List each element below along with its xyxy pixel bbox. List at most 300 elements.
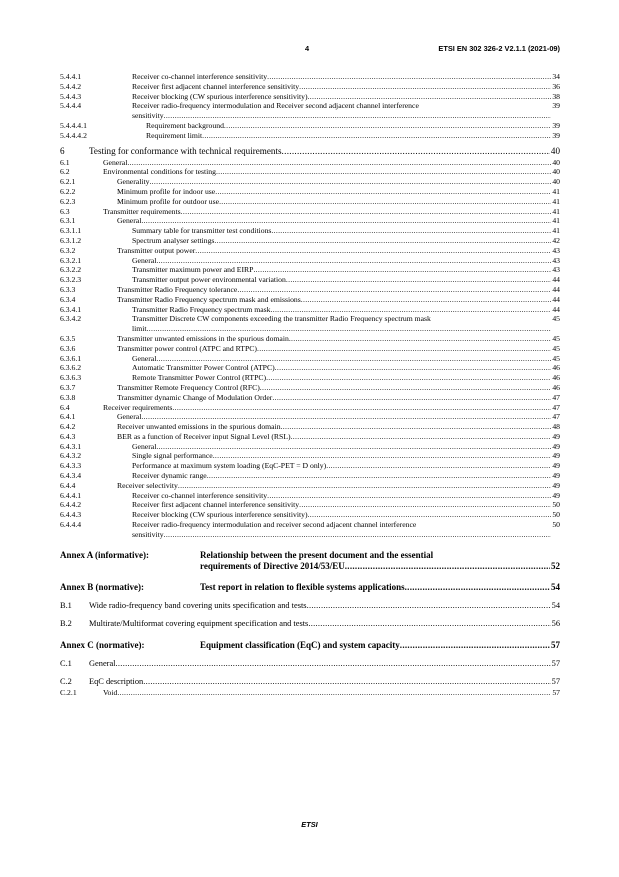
toc-entry-title-line: General (132, 255, 157, 265)
dot-leader (202, 131, 551, 141)
toc-entry-title-line: Transmitter Radio Frequency spectrum mask and emissions (117, 294, 301, 304)
toc-entry-title (132, 236, 551, 246)
toc-entry-title-line: EqC description (89, 677, 144, 687)
toc-entry-title (132, 354, 551, 364)
toc-entry[interactable] (60, 216, 560, 226)
dot-leader (267, 72, 551, 82)
toc-entry-page: 40 (552, 167, 560, 177)
toc-entry[interactable] (60, 285, 560, 295)
toc-entry[interactable] (60, 500, 560, 510)
dot-leader (141, 216, 551, 226)
toc-entry-page: 43 (552, 255, 560, 265)
toc-entry[interactable] (60, 461, 560, 471)
toc-entry-number: 6.3.2.3 (60, 275, 82, 285)
toc-entry-title (200, 640, 550, 651)
toc-entry-title-line: General (132, 353, 157, 363)
toc-entry-title (132, 451, 551, 461)
dot-leader (117, 688, 551, 698)
toc-entry-page: 40 (550, 145, 560, 156)
toc-entry-page: 47 (552, 392, 560, 402)
toc-entry-number: 6.3.2.2 (60, 265, 82, 275)
toc-entry-page: 50 (552, 520, 560, 530)
toc-entry-number: Annex A (informative): (60, 549, 149, 560)
toc-entry[interactable] (60, 187, 560, 197)
toc-entry-title-line: Single signal performance (132, 451, 213, 461)
toc-entry-title-line: Transmitter output power environmental variation (132, 275, 286, 285)
dot-leader (281, 422, 552, 432)
toc-entry-title (103, 403, 551, 413)
toc-entry-number: 5.4.4.4.1 (60, 120, 87, 130)
toc-entry-page: 49 (552, 431, 560, 441)
toc-entry-title (117, 295, 551, 305)
toc-entry-title (200, 550, 550, 572)
dot-leader (282, 146, 550, 157)
toc-entry-number: 6.3.5 (60, 333, 76, 343)
toc-entry-title (132, 461, 551, 471)
toc-entry-number: 6.4.2 (60, 422, 76, 432)
toc-entry-title-line: Generality (117, 177, 150, 187)
toc-entry-page: 43 (552, 245, 560, 255)
toc-entry[interactable] (60, 677, 560, 688)
toc-entry[interactable] (60, 158, 560, 168)
dot-leader (257, 344, 551, 354)
toc-entry[interactable] (60, 146, 560, 157)
toc-entry-title-line: Automatic Transmitter Power Control (ATPC) (132, 363, 275, 373)
toc-entry-title-line: Transmitter maximum power and EIRP (132, 265, 254, 275)
toc-entry[interactable] (60, 131, 560, 141)
toc-entry-title (132, 72, 551, 82)
toc-entry-title-line: Requirement limit (146, 130, 203, 140)
toc-entry-title (132, 101, 551, 121)
toc-entry-page: 46 (552, 373, 560, 383)
toc-entry-number: 6.3.6 (60, 343, 76, 353)
toc-entry-page: 44 (552, 304, 560, 314)
toc-entry-page: 41 (552, 206, 560, 216)
toc-entry-page: 42 (552, 235, 560, 245)
dot-leader (260, 383, 552, 393)
toc-entry-page: 40 (552, 157, 560, 167)
dot-leader (291, 432, 552, 442)
dot-leader (178, 481, 551, 491)
toc-entry-title (117, 285, 551, 295)
dot-leader (272, 393, 551, 403)
toc-entry[interactable] (60, 354, 560, 364)
dot-leader (271, 226, 551, 236)
dot-leader (219, 197, 551, 207)
toc-entry-title-line: Transmitter requirements (103, 206, 181, 216)
toc-entry-title (117, 481, 551, 491)
toc-entry[interactable] (60, 305, 560, 315)
toc-entry-title (117, 422, 551, 432)
toc-entry-page: 56 (551, 619, 560, 629)
toc-entry[interactable] (60, 226, 560, 236)
toc-entry-title (117, 177, 551, 187)
toc-entry[interactable] (60, 82, 560, 92)
toc-entry[interactable] (60, 451, 560, 461)
dot-leader (215, 187, 551, 197)
dot-leader (214, 236, 551, 246)
toc-entry-number: 6.4.3.1 (60, 441, 82, 451)
toc-entry-page: 36 (552, 81, 560, 91)
toc-entry-page: 39 (552, 120, 560, 130)
toc-entry-title-line: Transmitter dynamic Change of Modulation Order (117, 392, 273, 402)
dot-leader (181, 207, 552, 217)
document-reference: ETSI EN 302 326-2 V2.1.1 (2021-09) (438, 44, 560, 53)
dot-leader (275, 363, 552, 373)
toc-entry-number: 6.4.3.4 (60, 471, 82, 481)
toc-entry-title-line: Receiver requirements (103, 402, 173, 412)
toc-entry-page: 47 (552, 412, 560, 422)
toc-entry-page: 40 (552, 177, 560, 187)
toc-entry-number: 6.4.3.3 (60, 461, 82, 471)
toc-entry[interactable] (60, 619, 560, 630)
toc-entry-page: 44 (552, 284, 560, 294)
dot-leader (156, 256, 551, 266)
toc-entry-number: B.2 (60, 619, 72, 629)
toc-entry-title (89, 677, 551, 688)
toc-entry-number: 6.3.6.3 (60, 373, 82, 383)
dot-leader (286, 275, 551, 285)
dot-leader (164, 111, 552, 121)
toc-entry-title-line: Performance at maximum system loading (EqC-PET = D only) (132, 461, 327, 471)
toc-entry-title (132, 373, 551, 383)
toc-entry-number: C.2 (60, 677, 72, 687)
toc-entry-number: 6.3.4.2 (60, 314, 82, 324)
toc-entry-number: 6.3.6.1 (60, 353, 82, 363)
toc-entry-number: C.2.1 (60, 687, 77, 697)
toc-entry[interactable] (60, 640, 560, 651)
toc-entry-title-line: Minimum profile for indoor use (117, 186, 216, 196)
dot-leader (405, 582, 550, 593)
toc-entry-title (103, 158, 551, 168)
toc-entry-page: 49 (552, 471, 560, 481)
toc-entry[interactable] (60, 481, 560, 491)
toc-entry[interactable] (60, 92, 560, 102)
toc-entry-page: 49 (552, 451, 560, 461)
dot-leader (266, 373, 551, 383)
page-footer: ETSI (301, 820, 318, 829)
toc-entry[interactable] (60, 442, 560, 452)
toc-entry-page: 50 (552, 500, 560, 510)
dot-leader (156, 354, 551, 364)
toc-entry[interactable] (60, 207, 560, 217)
toc-entry-title (132, 363, 551, 373)
toc-entry-number: 5.4.4.2 (60, 81, 82, 91)
toc-entry-title (117, 432, 551, 442)
toc-entry-title (103, 207, 551, 217)
toc-entry[interactable] (60, 471, 560, 481)
toc-entry[interactable] (60, 383, 560, 393)
toc-entry-title-line: Summary table for transmitter test conditions (132, 226, 272, 236)
toc-entry-title (132, 500, 551, 510)
toc-entry-title (146, 131, 551, 141)
toc-entry-number: 5.4.4.1 (60, 72, 82, 81)
toc-entry-number: 6.3.2 (60, 245, 76, 255)
toc-entry-title-line: Transmitter unwanted emissions in the spurious domain (117, 333, 289, 343)
toc-entry-page: 57 (551, 639, 560, 650)
toc-entry-number: 6.2.2 (60, 186, 76, 196)
toc-entry-title (117, 197, 551, 207)
toc-entry[interactable] (60, 101, 560, 121)
toc-entry-title (132, 510, 551, 520)
toc-entry-title-line: Minimum profile for outdoor use (117, 196, 220, 206)
toc-entry-page: 54 (551, 581, 560, 592)
toc-entry[interactable] (60, 373, 560, 383)
toc-entry[interactable] (60, 432, 560, 442)
toc-entry-page: 41 (552, 216, 560, 226)
dot-leader (164, 530, 552, 540)
toc-entry-title (132, 491, 551, 501)
toc-entry-number: 6.3.8 (60, 392, 76, 402)
toc-entry-title-line: Receiver blocking (CW spurious interference sensitivity) (132, 91, 308, 101)
toc-entry-page: 57 (552, 687, 560, 697)
toc-entry-title-line: sensitivity (132, 111, 164, 121)
dot-leader (301, 295, 552, 305)
toc-entry-title-line: Receiver first adjacent channel interference sensitivity (132, 500, 300, 510)
toc-entry[interactable] (60, 246, 560, 256)
toc-entry-title-line: Receiver selectivity (117, 480, 178, 490)
toc-entry-number: 6.4 (60, 402, 70, 412)
toc-entry[interactable] (60, 412, 560, 422)
toc-entry-title-line: Requirement background (146, 120, 224, 130)
toc-entry[interactable] (60, 510, 560, 520)
toc-entry-title-line: Remote Transmitter Power Control (RTPC) (132, 373, 267, 383)
toc-entry-number: 6.4.3 (60, 431, 76, 441)
toc-entry-number: 6.4.3.2 (60, 451, 82, 461)
toc-entry[interactable] (60, 363, 560, 373)
toc-entry-number: Annex B (normative): (60, 581, 144, 592)
toc-entry-title-line: General (132, 441, 157, 451)
toc-entry-title-line: Receiver dynamic range (132, 471, 207, 481)
toc-entry[interactable] (60, 403, 560, 413)
toc-entry-title-line: BER as a function of Receiver input Signal Level (RSL) (117, 431, 291, 441)
dot-leader (345, 561, 550, 572)
toc-entry-title-line: Receiver radio-frequency intermodulation and Receiver second adjacent channel interference (132, 101, 419, 111)
toc-entry-title (117, 412, 551, 422)
dot-leader (289, 334, 551, 344)
toc-entry-number: 6.4.4 (60, 480, 76, 490)
toc-entry-title-line: Transmitter output power (117, 245, 196, 255)
toc-entry-number: 6.3.6.2 (60, 363, 82, 373)
dot-leader (237, 285, 551, 295)
toc-entry[interactable] (60, 550, 560, 572)
dot-leader (127, 158, 551, 168)
dot-leader (307, 601, 551, 612)
toc-entry-title (89, 601, 551, 612)
toc-entry-number: 6.3 (60, 206, 70, 216)
toc-entry-title-line: Transmitter Radio Frequency spectrum mask (132, 304, 271, 314)
toc-entry-page: 57 (551, 658, 560, 668)
toc-entry[interactable] (60, 265, 560, 275)
toc-entry-title (117, 246, 551, 256)
toc-entry-page: 49 (552, 490, 560, 500)
toc-entry[interactable] (60, 688, 560, 698)
toc-entry-number: B.1 (60, 600, 72, 610)
toc-entry-number: 5.4.4.4 (60, 101, 82, 111)
toc-entry-title-line: General (117, 216, 142, 226)
toc-entry-number: 6.3.3 (60, 284, 76, 294)
toc-entry-title-line: Receiver blocking (CW spurious interference sensitivity) (132, 510, 308, 520)
toc-entry-page: 39 (552, 130, 560, 140)
toc-entry-page: 44 (552, 275, 560, 285)
toc-entry[interactable] (60, 295, 560, 305)
toc-entry-number: 6.4.4.1 (60, 490, 82, 500)
toc-entry-title (89, 659, 551, 670)
dot-leader (326, 461, 551, 471)
toc-entry-number: 6.3.4 (60, 294, 76, 304)
toc-entry-page: 39 (552, 101, 560, 111)
toc-entry-page: 45 (552, 333, 560, 343)
toc-entry[interactable] (60, 121, 560, 131)
toc-entry-number: 6.3.1.1 (60, 226, 82, 236)
toc-entry-page: 47 (552, 402, 560, 412)
toc-entry[interactable] (60, 491, 560, 501)
toc-entry-title-line: Transmitter Discrete CW components exceeding the transmitter Radio Frequency spectrum mask (132, 314, 431, 324)
toc-entry-page: 49 (552, 480, 560, 490)
toc-entry-title (132, 256, 551, 266)
toc-entry-title-line: Receiver unwanted emissions in the spurious domain (117, 422, 281, 432)
dot-leader (267, 491, 551, 501)
toc-entry-page: 41 (552, 196, 560, 206)
toc-entry-number: 6.3.7 (60, 382, 76, 392)
toc-entry-title-line: Test report in relation to flexible systems applications (200, 581, 405, 592)
toc-entry-page: 45 (552, 353, 560, 363)
dot-leader (271, 305, 552, 315)
toc-entry[interactable] (60, 422, 560, 432)
toc-entry-number: 6.4.4.3 (60, 510, 82, 520)
toc-entry-title (132, 305, 551, 315)
toc-entry-title (132, 275, 551, 285)
dot-leader (224, 121, 551, 131)
dot-leader (299, 500, 551, 510)
toc-entry-title (132, 226, 551, 236)
toc-entry[interactable] (60, 256, 560, 266)
toc-entry-title (117, 383, 551, 393)
toc-entry-title (117, 187, 551, 197)
toc-entry-title-line: Receiver co-channel interference sensitivity (132, 72, 268, 81)
toc-entry[interactable] (60, 393, 560, 403)
toc-entry-title (200, 582, 550, 593)
toc-entry-title (89, 146, 550, 157)
toc-entry-title-line: limit (132, 324, 147, 334)
toc-entry[interactable] (60, 197, 560, 207)
toc-entry-page: 46 (552, 363, 560, 373)
toc-entry-number: 6.3.4.1 (60, 304, 82, 314)
toc-entry-title-line: General (117, 412, 142, 422)
toc-entry-title (132, 442, 551, 452)
toc-entry-page: 34 (552, 72, 560, 81)
dot-leader (141, 412, 551, 422)
toc-entry-title-line: Relationship between the present document and the essential (200, 549, 434, 560)
toc-entry-title (132, 471, 551, 481)
dot-leader (308, 510, 552, 520)
toc-entry-title (132, 265, 551, 275)
toc-entry-page: 38 (552, 91, 560, 101)
toc-entry-title-line: Testing for conformance with technical requirements (89, 145, 282, 156)
dot-leader (172, 403, 551, 413)
toc-entry-number: 6.3.1 (60, 216, 76, 226)
dot-leader (143, 677, 550, 688)
dot-leader (308, 92, 552, 102)
toc-entry-number: 6.3.2.1 (60, 255, 82, 265)
toc-entry-page: 49 (552, 461, 560, 471)
table-of-contents (60, 72, 560, 697)
toc-entry[interactable] (60, 344, 560, 354)
toc-entry[interactable] (60, 601, 560, 612)
toc-entry-title-line: requirements of Directive 2014/53/EU (200, 560, 345, 571)
dot-leader (216, 167, 551, 177)
toc-entry-number: 6.1 (60, 157, 70, 167)
dot-leader (116, 659, 551, 670)
toc-entry[interactable] (60, 582, 560, 593)
page-number: 4 (305, 44, 310, 53)
toc-entry-title (117, 393, 551, 403)
toc-entry[interactable] (60, 167, 560, 177)
toc-entry[interactable] (60, 72, 560, 82)
dot-leader (400, 640, 550, 651)
dot-leader (195, 246, 551, 256)
toc-entry-title-line: Transmitter Remote Frequency Control (RFC) (117, 382, 260, 392)
toc-entry-title-line: sensitivity (132, 529, 164, 539)
toc-entry-page: 52 (551, 560, 560, 571)
toc-entry-title (117, 344, 551, 354)
dot-leader (213, 451, 552, 461)
toc-entry-page: 50 (552, 510, 560, 520)
toc-entry-number: 6.4.4.4 (60, 520, 82, 530)
toc-entry-title-line: Equipment classification (EqC) and system capacity (200, 639, 400, 650)
toc-entry-title-line: Spectrum analyser settings (132, 235, 215, 245)
toc-entry-page: 54 (551, 600, 560, 610)
toc-entry[interactable] (60, 334, 560, 344)
toc-entry-page: 48 (552, 422, 560, 432)
toc-entry[interactable] (60, 177, 560, 187)
toc-entry-page: 49 (552, 441, 560, 451)
toc-entry-number: 5.4.4.3 (60, 91, 82, 101)
toc-entry-page: 41 (552, 226, 560, 236)
toc-entry-page: 45 (552, 343, 560, 353)
toc-entry-page: 45 (552, 314, 560, 324)
dot-leader (147, 324, 552, 334)
toc-entry-number: 6.3.1.2 (60, 235, 82, 245)
toc-entry[interactable] (60, 275, 560, 285)
dot-leader (299, 82, 551, 92)
toc-entry-number: 6.4.4.2 (60, 500, 82, 510)
toc-entry-number: C.1 (60, 658, 72, 668)
toc-entry-page: 44 (552, 294, 560, 304)
toc-entry-number: 6.4.1 (60, 412, 76, 422)
toc-entry-title-line: Wide radio-frequency band covering units specification and tests (89, 600, 307, 610)
page-header (0, 44, 619, 56)
toc-entry-title-line: Void (103, 687, 118, 697)
toc-entry[interactable] (60, 659, 560, 670)
toc-entry[interactable] (60, 236, 560, 246)
toc-entry[interactable] (60, 520, 560, 540)
toc-entry-number: Annex C (normative): (60, 639, 145, 650)
toc-entry-title-line: General (103, 157, 128, 167)
toc-entry-title (132, 520, 551, 540)
toc-entry-title-line: Transmitter Radio Frequency tolerance (117, 284, 238, 294)
dot-leader (156, 442, 551, 452)
toc-entry[interactable] (60, 314, 560, 334)
toc-entry-title (117, 334, 551, 344)
toc-entry-title-line: Receiver co-channel interference sensitivity (132, 490, 268, 500)
toc-entry-page: 46 (552, 382, 560, 392)
toc-entry-page: 43 (552, 265, 560, 275)
toc-entry-title (117, 216, 551, 226)
toc-entry-page: 57 (551, 677, 560, 687)
toc-entry-title-line: Receiver first adjacent channel interference sensitivity (132, 81, 300, 91)
dot-leader (207, 471, 552, 481)
